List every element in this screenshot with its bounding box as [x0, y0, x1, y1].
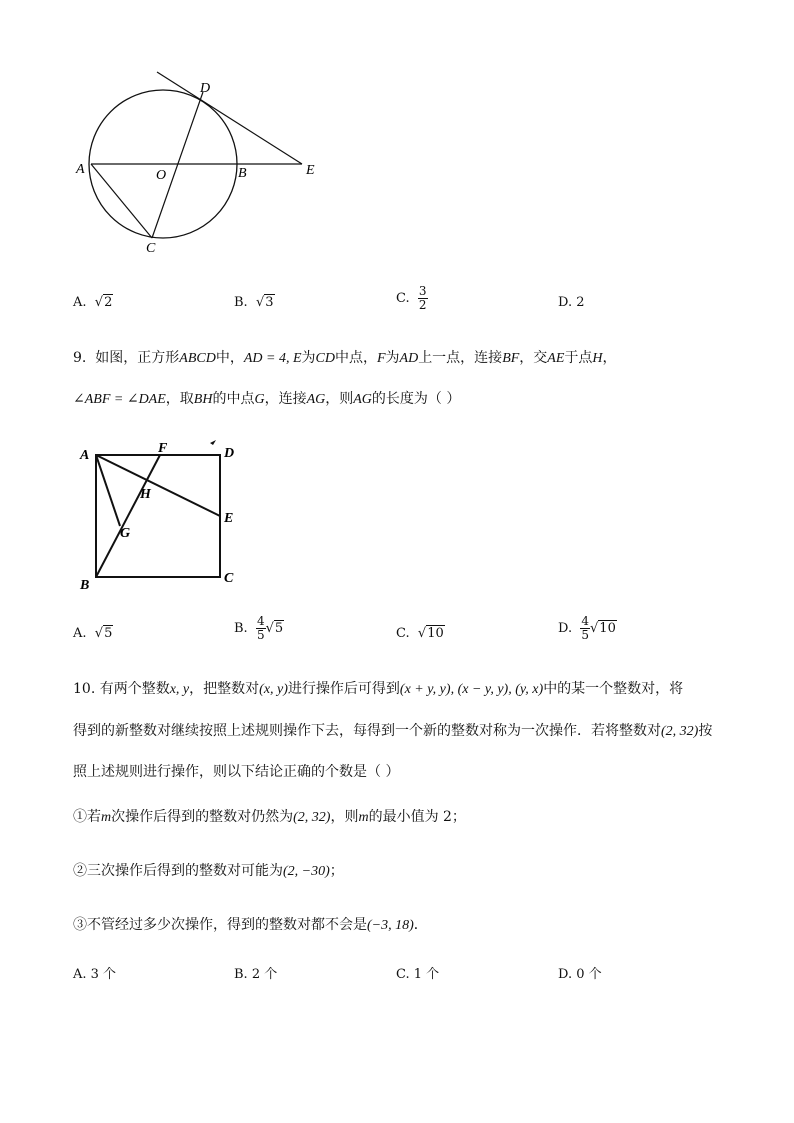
q9-option-d: D. $\frac{4}{5}$ √10 — [558, 614, 616, 642]
segment-ae — [96, 455, 220, 516]
q10-line-2: 得到的新整数对继续按照上述规则操作下去，每得到一个新的整数对称为一次操作．若将整数对(2, 32)按 — [73, 723, 713, 739]
q10-line-1: 10. 有两个整数x, y，把整数对(x, y)进行操作后可得到(x + y, y), (x − y, y), (y, x)中的某一个整数对，将 — [73, 681, 684, 697]
square-figure — [76, 436, 246, 596]
q10-option-d: D. 0 个 — [558, 967, 602, 982]
small-mark — [210, 440, 216, 445]
label-f: F — [158, 441, 168, 456]
q9-option-c: C. √10 — [396, 626, 444, 641]
label-a: A — [80, 448, 90, 463]
label-a: A — [76, 162, 85, 177]
q9-line-2: ∠ABF = ∠DAE，取BH的中点G，连接AG，则AG的长度为（ ） — [73, 391, 461, 407]
q8-option-d: D. 2 — [558, 295, 585, 310]
q8-option-b: B. √3 — [234, 295, 274, 310]
q8-option-a: A. √2 — [73, 295, 113, 310]
label-g: G — [120, 526, 131, 541]
tangent-line — [157, 72, 302, 164]
label-b: B — [80, 578, 90, 593]
segment-ac — [91, 164, 152, 238]
label-e: E — [306, 163, 315, 178]
segment-bf — [96, 455, 160, 577]
label-c: C — [146, 241, 156, 256]
q9-option-b: B. $\frac{4}{5}$ √5 — [234, 614, 284, 642]
q8-option-c: C. $\frac{3}{2}$ — [396, 284, 427, 312]
q10-statement-1: ①若m次操作后得到的整数对仍然为(2, 32)，则m的最小值为 2； — [73, 809, 466, 825]
label-d: D — [224, 446, 235, 461]
q10-option-a: A. 3 个 — [73, 967, 117, 982]
label-o: O — [156, 168, 167, 183]
q9-option-a: A. √5 — [73, 626, 113, 641]
label-h: H — [140, 487, 151, 502]
q10-line-3: 照上述规则进行操作，则以下结论正确的个数是（ ） — [73, 764, 400, 780]
circle-tangent-figure — [70, 66, 330, 256]
label-b: B — [238, 166, 247, 181]
square-abcd — [96, 455, 220, 577]
label-c: C — [224, 571, 234, 586]
q10-statement-2: ②三次操作后得到的整数对可能为(2, −30)； — [73, 863, 344, 879]
q10-option-c: C. 1 个 — [396, 967, 440, 982]
q10-statement-3: ③不管经过多少次操作，得到的整数对都不会是(−3, 18)． — [73, 917, 428, 933]
label-e: E — [224, 511, 234, 526]
label-d: D — [200, 81, 211, 96]
q9-line-1: 9. 如图，正方形ABCD中，AD = 4, E为CD中点，F为AD上一点，连接BF，交AE于点H， — [73, 350, 617, 366]
q10-option-b: B. 2 个 — [234, 967, 278, 982]
segment-dc — [152, 92, 203, 238]
